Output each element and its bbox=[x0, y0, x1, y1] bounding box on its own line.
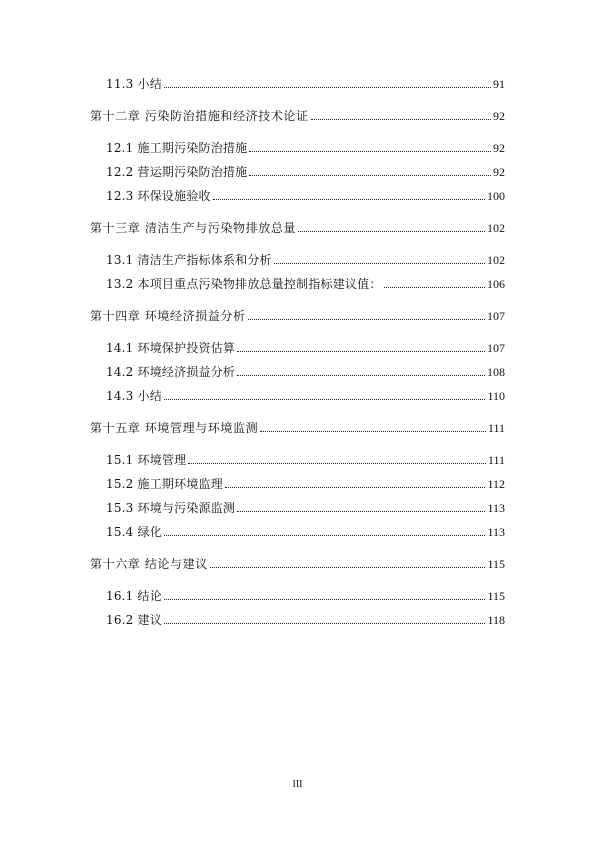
toc-entry-title: 第十二章 污染防治措施和经济技术论证 bbox=[90, 109, 309, 123]
toc-leader-dots bbox=[237, 350, 485, 352]
page-number: III bbox=[292, 779, 303, 790]
toc-leader-dots bbox=[384, 286, 485, 288]
toc-entry-title: 14.1 环境保护投资估算 bbox=[106, 341, 236, 355]
toc-entry-title: 第十四章 环境经济损益分析 bbox=[90, 309, 246, 323]
toc-leader-dots bbox=[188, 462, 486, 464]
toc-entry-title: 15.4 绿化 bbox=[106, 525, 162, 539]
toc-entry-page: 107 bbox=[487, 309, 505, 323]
toc-entry-page: 110 bbox=[487, 389, 505, 403]
toc-entry[interactable] bbox=[106, 613, 505, 627]
toc-entry[interactable] bbox=[106, 365, 505, 379]
toc-leader-dots bbox=[225, 486, 486, 488]
toc-entry-page: 91 bbox=[493, 77, 505, 91]
toc-entry[interactable] bbox=[106, 165, 505, 179]
toc-entry-page: 92 bbox=[493, 165, 505, 179]
toc-entry[interactable] bbox=[106, 589, 505, 603]
toc-entry-page: 111 bbox=[487, 421, 505, 435]
toc-entry[interactable] bbox=[106, 477, 505, 491]
toc-entry[interactable] bbox=[106, 189, 505, 203]
toc-entry-page: 115 bbox=[487, 589, 505, 603]
toc-leader-dots bbox=[237, 374, 485, 376]
toc-entry[interactable] bbox=[106, 501, 505, 515]
toc-entry-title: 14.3 小结 bbox=[106, 389, 162, 403]
toc-entry-page: 111 bbox=[487, 453, 505, 467]
toc-entry-title: 13.1 清洁生产指标体系和分析 bbox=[106, 253, 272, 267]
toc-entry-title: 15.3 环境与污染源监测 bbox=[106, 501, 236, 515]
toc-entry[interactable] bbox=[106, 277, 505, 291]
toc-chapter-entry[interactable] bbox=[90, 109, 505, 123]
toc-entry-page: 106 bbox=[487, 277, 505, 291]
toc-leader-dots bbox=[298, 230, 485, 232]
toc-leader-dots bbox=[249, 174, 491, 176]
toc-entry-page: 92 bbox=[493, 141, 505, 155]
toc-entry-page: 107 bbox=[487, 341, 505, 355]
toc-entry-title: 12.2 营运期污染防治措施 bbox=[106, 165, 248, 179]
toc-leader-dots bbox=[164, 622, 486, 624]
toc-entry-title: 12.3 环保设施验收 bbox=[106, 189, 211, 203]
toc-entry-title: 第十三章 清洁生产与污染物排放总量 bbox=[90, 221, 297, 235]
toc-leader-dots bbox=[164, 86, 491, 88]
toc-entry[interactable] bbox=[106, 253, 505, 267]
toc-entry-page: 100 bbox=[487, 189, 505, 203]
toc-chapter-entry[interactable] bbox=[90, 309, 505, 323]
toc-leader-dots bbox=[237, 510, 485, 512]
toc-entry[interactable] bbox=[106, 77, 505, 91]
toc-entry-page: 113 bbox=[487, 501, 505, 515]
toc-leader-dots bbox=[249, 150, 491, 152]
toc-leader-dots bbox=[213, 198, 485, 200]
toc-leader-dots bbox=[311, 118, 491, 120]
toc-entry-title: 11.3 小结 bbox=[106, 77, 162, 91]
toc-leader-dots bbox=[210, 566, 486, 568]
toc-leader-dots bbox=[164, 598, 486, 600]
toc-entry-title: 12.1 施工期污染防治措施 bbox=[106, 141, 248, 155]
toc-chapter-entry[interactable] bbox=[90, 221, 505, 235]
toc-leader-dots bbox=[260, 430, 486, 432]
toc-leader-dots bbox=[164, 398, 486, 400]
toc-entry-title: 第十六章 结论与建议 bbox=[90, 557, 208, 571]
toc-leader-dots bbox=[274, 262, 485, 264]
toc-entry-page: 115 bbox=[487, 557, 505, 571]
toc-entry[interactable] bbox=[106, 525, 505, 539]
toc-entry[interactable] bbox=[106, 389, 505, 403]
toc-entry-title: 16.2 建议 bbox=[106, 613, 162, 627]
toc-leader-dots bbox=[164, 534, 486, 536]
toc-entry-title: 15.2 施工期环境监理 bbox=[106, 477, 223, 491]
toc-entry-title: 15.1 环境管理 bbox=[106, 453, 187, 467]
toc-entry-page: 102 bbox=[487, 253, 505, 267]
toc-leader-dots bbox=[248, 318, 485, 320]
toc-entry-page: 118 bbox=[487, 613, 505, 627]
toc-entry-page: 112 bbox=[487, 477, 505, 491]
toc-entry-page: 113 bbox=[487, 525, 505, 539]
toc-chapter-entry[interactable] bbox=[90, 557, 505, 571]
toc-entry-page: 102 bbox=[487, 221, 505, 235]
toc-entry-title: 13.2 本项目重点污染物排放总量控制指标建议值： bbox=[106, 277, 382, 291]
toc-entry-title: 14.2 环境经济损益分析 bbox=[106, 365, 236, 379]
toc-entry-page: 92 bbox=[493, 109, 505, 123]
toc-entry-page: 108 bbox=[487, 365, 505, 379]
toc-entry[interactable] bbox=[106, 141, 505, 155]
toc-chapter-entry[interactable] bbox=[90, 421, 505, 435]
toc-entry[interactable] bbox=[106, 453, 505, 467]
toc-entry-title: 第十五章 环境管理与环境监测 bbox=[90, 421, 259, 435]
toc-entry-title: 16.1 结论 bbox=[106, 589, 162, 603]
toc-entry[interactable] bbox=[106, 341, 505, 355]
